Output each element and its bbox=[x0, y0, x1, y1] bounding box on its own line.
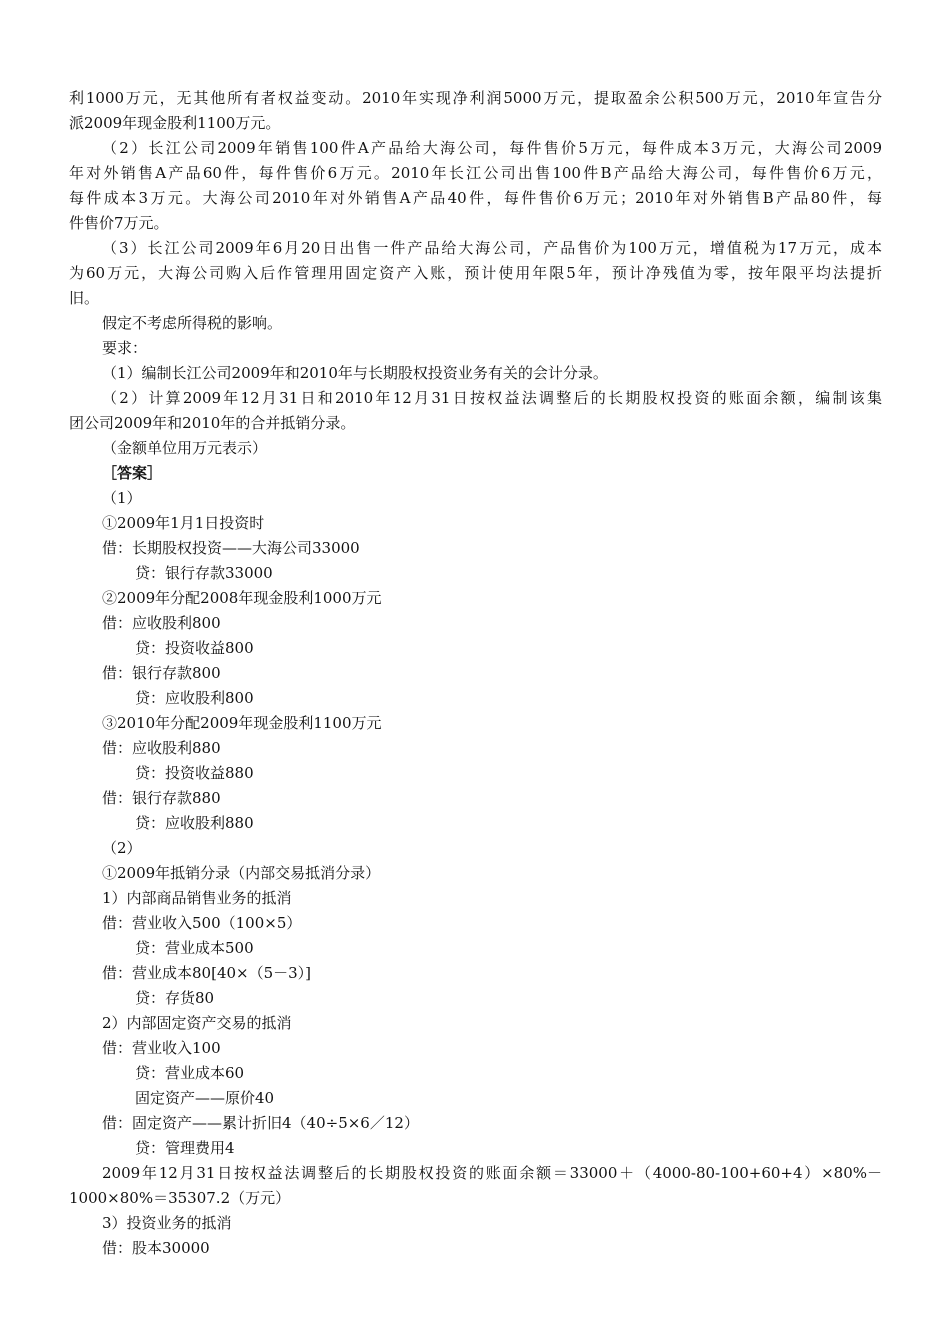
text-line: （2） bbox=[102, 839, 142, 857]
text-line: 2）内部固定资产交易的抵消 bbox=[102, 1014, 292, 1032]
text-line: 每件成本3万元。大海公司2010年对外销售A产品40件，每件售价6万元；2010年对外销售B产品80件，每 bbox=[69, 189, 882, 207]
text-line: 派2009年现金股利1100万元。 bbox=[69, 114, 281, 132]
text-line: 借：股本30000 bbox=[102, 1239, 210, 1257]
document-body bbox=[69, 86, 882, 1261]
text-line: 贷：投资收益800 bbox=[135, 639, 254, 657]
text-line: （金额单位用万元表示） bbox=[102, 439, 268, 457]
text-line: 借：应收股利800 bbox=[102, 614, 221, 632]
text-line: （2）长江公司2009年销售100件A产品给大海公司，每件售价5万元，每件成本3万元，大海公司2009 bbox=[102, 139, 882, 157]
text-line: 贷：营业成本500 bbox=[135, 939, 254, 957]
text-line: 贷：投资收益880 bbox=[135, 764, 254, 782]
text-line: 3）投资业务的抵消 bbox=[102, 1214, 232, 1232]
text-line: 借：应收股利880 bbox=[102, 739, 221, 757]
text-line: ②2009年分配2008年现金股利1000万元 bbox=[102, 589, 382, 607]
text-line: 固定资产——原价40 bbox=[135, 1089, 275, 1107]
text-line: 贷：管理费用4 bbox=[135, 1139, 235, 1157]
text-line: 贷：应收股利800 bbox=[135, 689, 254, 707]
text-line: 借：营业收入500（100×5） bbox=[102, 914, 302, 932]
text-line: 假定不考虑所得税的影响。 bbox=[102, 314, 283, 332]
text-line: 年对外销售A产品60件，每件售价6万元。2010年长江公司出售100件B产品给大海公司，每件售价6万元， bbox=[69, 164, 882, 182]
text-line: 1000×80%＝35307.2（万元） bbox=[69, 1189, 291, 1207]
text-line: 借：固定资产——累计折旧4（40÷5×6／12） bbox=[102, 1114, 419, 1132]
text-line: 1）内部商品销售业务的抵消 bbox=[102, 889, 292, 907]
text-line: 利1000万元，无其他所有者权益变动。2010年实现净利润5000万元，提取盈余公积500万元，2010年宣告分 bbox=[69, 89, 882, 107]
text-line: 团公司2009年和2010年的合并抵销分录。 bbox=[69, 414, 356, 432]
text-line: 贷：银行存款33000 bbox=[135, 564, 273, 582]
text-line: 借：银行存款880 bbox=[102, 789, 221, 807]
text-line: ①2009年1月1日投资时 bbox=[102, 514, 265, 532]
text-line: 借：长期股权投资——大海公司33000 bbox=[102, 539, 360, 557]
text-line: 贷：营业成本60 bbox=[135, 1064, 245, 1082]
text-line: 旧。 bbox=[69, 289, 100, 307]
text-line: ［答案］ bbox=[102, 464, 163, 482]
text-line: （1）编制长江公司2009年和2010年与长期股权投资业务有关的会计分录。 bbox=[102, 364, 608, 382]
text-line: （2）计算2009年12月31日和2010年12月31日按权益法调整后的长期股权投资的账面余额，编制该集 bbox=[102, 389, 882, 407]
text-line: （1） bbox=[102, 489, 142, 507]
text-line: ③2010年分配2009年现金股利1100万元 bbox=[102, 714, 382, 732]
text-line: 贷：应收股利880 bbox=[135, 814, 254, 832]
text-line: 件售价7万元。 bbox=[69, 214, 169, 232]
text-line: 贷：存货80 bbox=[135, 989, 215, 1007]
text-line: （3）长江公司2009年6月20日出售一件产品给大海公司，产品售价为100万元，增值税为17万元，成本 bbox=[102, 239, 882, 257]
text-line: 为60万元，大海公司购入后作管理用固定资产入账，预计使用年限5年，预计净残值为零，按年限平均法提折 bbox=[69, 264, 882, 282]
text-line: ①2009年抵销分录（内部交易抵消分录） bbox=[102, 864, 381, 882]
text-line: 借：营业成本80[40×（5－3）] bbox=[102, 964, 312, 982]
text-line: 2009年12月31日按权益法调整后的长期股权投资的账面余额＝33000＋（4000-80-100+60+4）×80%－ bbox=[102, 1164, 882, 1182]
text-line: 要求： bbox=[102, 339, 148, 357]
text-line: 借：银行存款800 bbox=[102, 664, 221, 682]
text-line: 借：营业收入100 bbox=[102, 1039, 221, 1057]
